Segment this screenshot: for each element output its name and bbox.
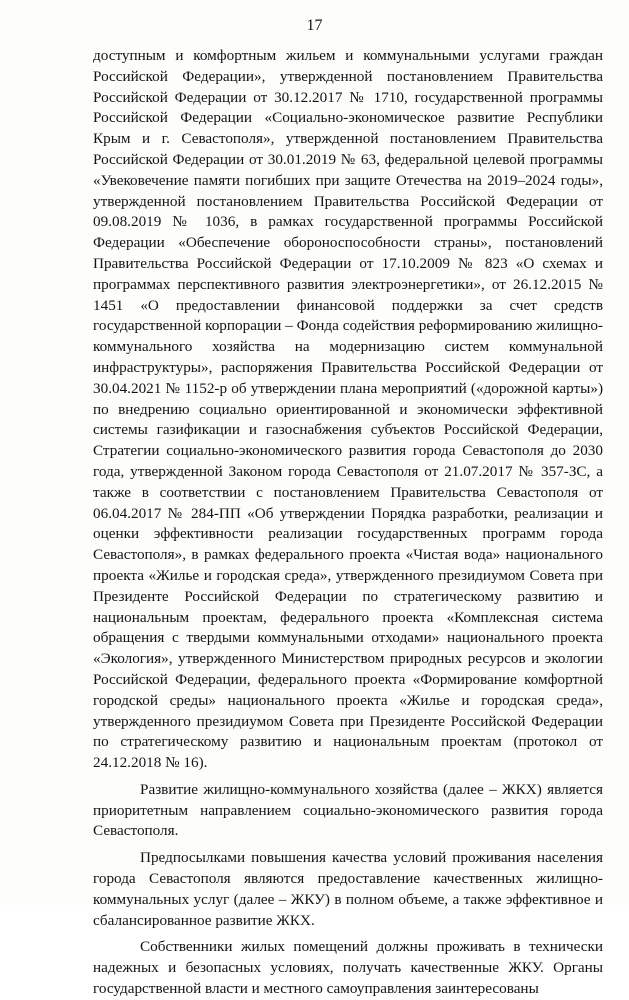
paragraph-housing-priority: Развитие жилищно-коммунального хозяйства (далее – ЖКХ) является приоритетным направлением социально-экономического развития города Севастополя.	[93, 780, 603, 840]
paragraph-continued: доступным и комфортным жильем и коммунальными услугами граждан Российской Федерации», утвержденной постановлением Правительства Российской Федерации от 30.12.2017 № 1710, государственной программы Российской Федерации «Социально-экономическое развитие Республики Крым и г. Севастополя», утвержденной постановлением Правительства Российской Федерации от 30.01.2019 № 63, федеральной целевой программы «Увековечение памяти погибших при защите Отечества на 2019–2024 годы», утвержденной постановлением Правительства Российской Федерации от 09.08.2019 № 1036, в рамках государственной программы Российской Федерации «Обеспечение обороноспособности страны», постановлений Правительства Российской Федерации от 17.10.2009 № 823 «О схемах и программах перспективного развития электроэнергетики», от 26.12.2015 № 1451 «О предоставлении финансовой поддержки за счет средств государственной корпорации – Фонда содействия реформированию жилищно-коммунального хозяйства на модернизацию систем коммунальной инфраструктуры», распоряжения Правительства Российской Федерации от 30.04.2021 № 1152-р об утверждении плана мероприятий («дорожной карты») по внедрению социально ориентированной и экономически эффективной системы газификации и газоснабжения субъектов Российской Федерации, Стратегии социально-экономического развития города Севастополя до 2030 года, утвержденной Законом города Севастополя от 21.07.2017 № 357-ЗС, а также в соответствии с постановлением Правительства Севастополя от 06.04.2017 № 284-ПП «Об утверждении Порядка разработки, реализации и оценки эффективности реализации государственных программ города Севастополя», в рамках федерального проекта «Чистая вода» национального проекта «Жилье и городская среда», утвержденного президиумом Совета при Президенте Российской Федерации по стратегическому развитию и национальным проектам, федерального проекта «Комплексная система обращения с твердыми коммунальными отходами» национального проекта «Экология», утвержденного Министерством природных ресурсов и экологии Российской Федерации, федерального проекта «Формирование комфортной городской среды» национального проекта «Жилье и городская среда», утвержденного президиумом Совета при Президенте Российской Федерации по стратегическому развитию и национальным проектам (протокол от 24.12.2018 № 16).	[93, 47, 603, 772]
paragraph-owners: Собственники жилых помещений должны проживать в технически надежных и безопасных условиях, получать качественные ЖКУ. Органы государственной власти и местного самоуправления заинтересованы	[93, 938, 603, 998]
document-body	[93, 46, 603, 1000]
page-number: 17	[306, 17, 323, 34]
paragraph-living-conditions: Предпосылками повышения качества условий проживания населения города Севастополя являются предоставление качественных жилищно-коммунальных услуг (далее – ЖКУ) в полном объеме, а также эффективное и сбалансированное развитие ЖКХ.	[93, 849, 603, 929]
